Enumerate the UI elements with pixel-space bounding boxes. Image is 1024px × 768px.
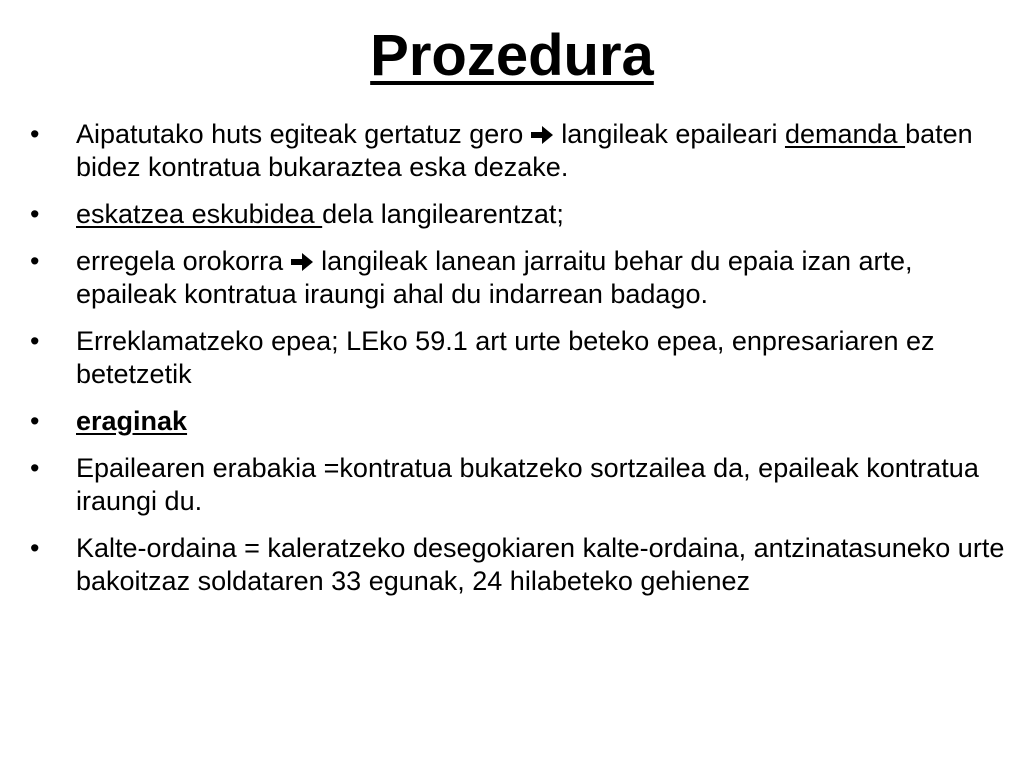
bullet-text: Kalte-ordaina = kaleratzeko desegokiaren kalte-ordaina, antzinatasuneko urte bakoitzaz soldataren 33 egunak, 24 hilabeteko gehienez [76,533,1005,596]
bullet-text-rest: dela langilearentzat; [322,199,564,229]
bullet-text-pre: Aipatutako huts egiteak gertatuz gero [76,119,524,149]
bullet-text-pre: erregela orokorra [76,246,284,276]
bullet-item-7 [30,532,1010,598]
bullet-marker: • [30,533,40,563]
bullet-text-post: langileak epaileari [561,119,778,149]
bullet-list [30,118,1010,612]
bullet-item-3 [30,245,1010,311]
bullet-text-post: langileak lanean jarraitu behar du epaia izan arte, epaileak kontratua iraungi ahal du indarrean badago. [76,246,913,309]
bullet-text-underlined: demanda [784,119,906,149]
slide-title: Prozedura [370,23,654,88]
bullet-item-1 [30,118,1010,184]
bullet-marker: • [30,326,40,356]
bullet-text: Erreklamatzeko epea; LEko 59.1 art urte beteko epea, enpresariaren ez betetzetik [76,326,935,389]
right-arrow-icon [289,252,315,272]
bullet-item-2 [30,198,1010,231]
bullet-item-5 [30,405,1010,438]
bullet-marker: • [30,199,40,229]
right-arrow-icon [529,125,555,145]
bullet-item-6 [30,452,1010,518]
bullet-item-4 [30,325,1010,391]
bullet-marker: • [30,246,40,276]
bullet-text: Epailearen erabakia =kontratua bukatzeko sortzailea da, epaileak kontratua iraungi du. [76,453,979,516]
bullet-marker: • [30,453,40,483]
bullet-marker: • [30,119,40,149]
bullet-text-rest: baten bidez kontratua bukaraztea eska dezake. [76,119,973,182]
bullet-marker: • [30,406,40,436]
bullet-text-underlined: eskatzea eskubidea [76,199,323,229]
bullet-heading: eraginak [76,406,188,436]
